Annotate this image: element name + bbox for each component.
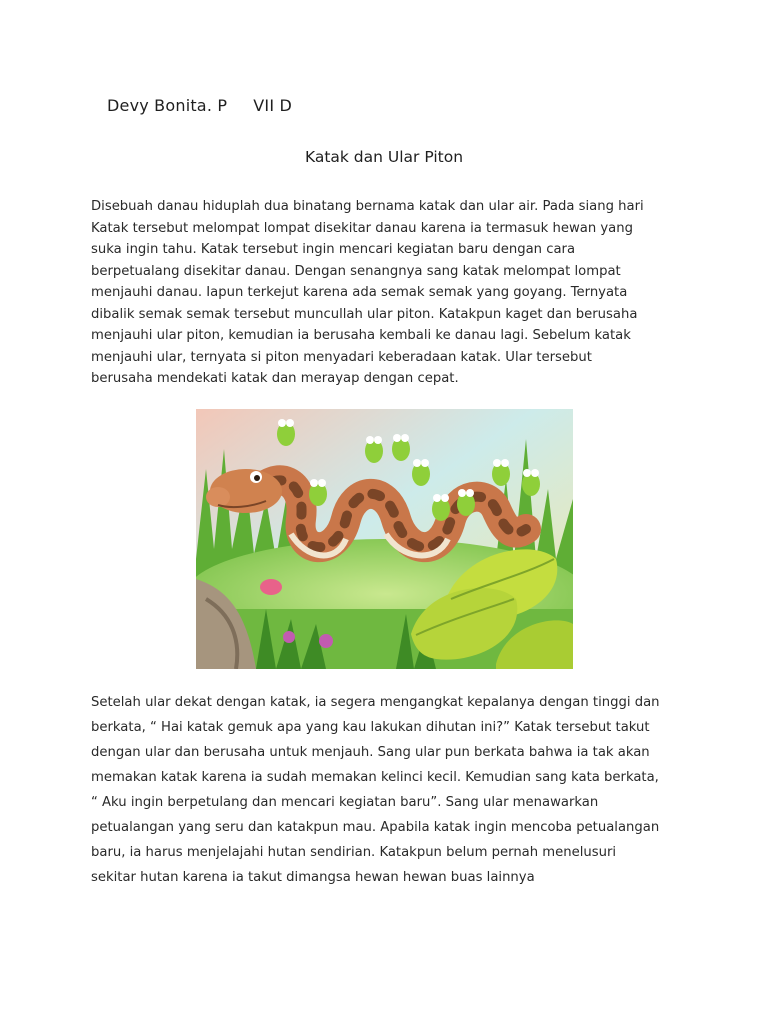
purple-flower	[283, 631, 295, 643]
text-line: berusaha mendekati katak dan merayap dengan cepat.	[91, 371, 459, 386]
purple-flower	[319, 634, 333, 648]
text-line: menjauhi ular, ternyata si piton menyadari keberadaan katak. Ular tersebut	[91, 349, 592, 365]
frog	[392, 434, 410, 461]
text-line: berkata, “ Hai katak gemuk apa yang kau lakukan dihutan ini?” Katak tersebut takut	[91, 720, 650, 735]
story-illustration	[196, 409, 573, 669]
text-line: dengan ular dan berusaha untuk menjauh. Sang ular pun berkata bahwa ia tak akan	[91, 745, 650, 760]
text-line: menjauhi danau. Iapun terkejut karena ada semak semak yang goyang. Ternyata	[91, 285, 628, 300]
text-line: berpetualang disekitar danau. Dengan senangnya sang katak melompat lompat	[91, 263, 621, 279]
text-line: Setelah ular dekat dengan katak, ia segera mengangkat kepalanya dengan tinggi dan	[91, 695, 660, 710]
class-label: VII D	[253, 96, 293, 115]
text-line: suka ingin tahu. Katak tersebut ingin mencari kegiatan baru dengan cara	[91, 242, 576, 257]
frog	[365, 436, 383, 463]
frog	[522, 469, 540, 496]
text-line: petualangan yang seru dan katakpun mau. Apabila katak ingin mencoba petualangan	[91, 820, 660, 835]
frog	[277, 419, 295, 446]
text-line: sekitar hutan karena ia takut dimangsa hewan hewan buas lainnya	[91, 870, 535, 885]
text-line: Disebuah danau hiduplah dua binatang bernama katak dan ular air. Pada siang hari	[91, 199, 644, 214]
author-line	[107, 96, 292, 115]
text-line: Katak tersebut melompat lompat disekitar danau karena ia termasuk hewan yang	[91, 220, 633, 236]
text-line: dibalik semak semak tersebut muncullah ular piton. Katakpun kaget dan berusaha	[91, 306, 638, 322]
frog	[412, 459, 430, 486]
text-line: menjauhi ular piton, kemudian ia berusaha kembali ke danau lagi. Sebelum katak	[91, 328, 631, 343]
frog	[492, 459, 510, 486]
story-title: Katak dan Ular Piton	[304, 148, 464, 166]
snake-and-frogs-image	[196, 409, 573, 669]
frog	[309, 479, 327, 506]
paragraph-2	[91, 690, 691, 890]
text-line: memakan katak karena ia sudah memakan kelinci kecil. Kemudian sang kata berkata,	[91, 770, 659, 785]
paragraph-1	[91, 196, 691, 390]
author-name: Devy Bonita. P	[107, 96, 228, 115]
frog	[432, 494, 450, 521]
text-line: “ Aku ingin berpetulang dan mencari kegiatan baru”. Sang ular menawarkan	[91, 795, 599, 810]
frog	[457, 489, 475, 516]
pink-bird	[260, 579, 282, 595]
text-line: baru, ia harus menjelajahi hutan sendirian. Katakpun belum pernah menelusuri	[91, 845, 617, 860]
